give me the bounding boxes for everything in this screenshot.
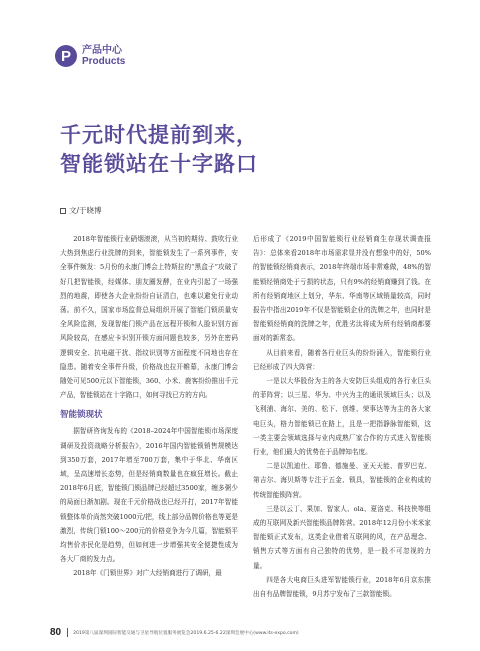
right-column xyxy=(253,232,431,601)
page-footer xyxy=(50,627,299,638)
author-name: 文/于晓博 xyxy=(69,206,102,215)
footer-text: 2019第八届深圳国际智能交通与卫星导航位置服务展览会2019.6.25-6.22深圳会展中心(www.its-expo.com) xyxy=(73,630,299,636)
paragraph: 三是以云丁、果加、智家人、ola、夏洛克、科技侠等组成的互联网及新兴智能锁品牌阵营。2018年12月份小米米家智能锁正式发布，这类企业借着互联网的风，在产品理念、销售方式等方面有自己独特的优势，是一股不可忽视的力量。 xyxy=(253,504,431,570)
article-title xyxy=(60,121,440,179)
paragraph: 据智研咨询发布的《2018–2024年中国智能锁市场深度调研及投资战略分析报告》，2016年国内智能锁销售规模达到350万套，2017年增至700万套，集中于华北、华南区域，呈高速增长态势，但是经销商数量也在疯狂增长。截止2018年6月底，智能锁门锁品牌已经超过3500家，缠多粥少的局面日渐加剧。现在千元价格战也已经开打，2017年智能锁整体单价尚然突破1000元/把，线上部分品牌价格也等更是激烈，传统门锁100～200元的价格竞争为今几篇，智能锁平均售价亦民化是趋势，但如何进一步增强其安全便捷性成为各大厂商的发力点。 xyxy=(60,427,238,564)
title-line-2: 智能锁站在十字路口 xyxy=(60,152,258,176)
section-badge xyxy=(55,45,125,67)
paragraph: 2018年智能锁行业硝烟滚滚，从当初的期待、鼓吹行业大热到焦虑行业洗牌的到来，智能锁发生了一系列事件，安全事件频发：5月份的永康门博会上特斯拉的“黑盒子”攻破了好几把智能锁，经媒体、朋友圈发酵，在业内引起了一场强烈的地震，即使各大企业纷纷自证清白，也难以避免行业动荡。前不久，国家市场监督总局组织开展了智能门锁质量安全风险监测，发现智能门锁产品在远程开锁和人脸识别方面风险较高，在感应卡识别开锁方面问题也较多，另外在密码逻辑安全、抗电磁干扰、指纹识别等方面程度不同地也存在隐患。随着安全事件升级，价格战也拉开帷幕，永康门博会随处可见500元以下智能锁，360、小米、鹿客纷纷推出千元产品，智能锁站在十字路口，如何寻找已方的方向。 xyxy=(60,235,238,400)
paragraph: 从目前来看，随着各行业巨头的纷纷涌入，智能锁行业已经形成了四大阵营： xyxy=(253,348,431,371)
title-line-1: 千元时代提前到来， xyxy=(60,123,258,147)
paragraph: 后形成了《2019中国智能锁行业经销商生存现状调查报告》：总体来看2018年市场需求显并没有想象中的好，50%的智能锁经销商表示，2018年终端市场非常难做，48%的智能锁经销商处于亏损的状态，只有9%的经销商赚到了钱。在所有经销商地区上划分，华东、华南等区域销量较高，同时报告中指出2019年不仅是智能锁企业的洗牌之年，也同时是智能锁经销商的洗牌之年，优胜劣汰将成为所有经销商都要面对的新常态。 xyxy=(253,235,431,343)
section-label xyxy=(82,45,125,67)
left-column xyxy=(60,232,238,581)
paragraph: 一是以大华股份为主的各大安防巨头组成的各行业巨头的菲阵营；以三星、华为、中兴为主的通讯领域巨头；以及飞利浦、海尔、美的、松下、创维、荣事达等为主的各大家电巨头，格力智能锁已在路上，且是一把指静脉智能锁，这一类主要会领域选择与业内成熟厂家合作的方式进入智能锁行业，他们最大的优势在于品牌知名度。 xyxy=(253,377,431,457)
paragraph: 2018年《门锁世界》对广大经销商进行了调研，最 xyxy=(73,569,222,578)
section-heading: 智能锁现状 xyxy=(60,410,103,421)
section-label-en: Products xyxy=(82,56,126,67)
footer-divider xyxy=(67,628,68,637)
page-number: 80 xyxy=(50,627,62,638)
author-line xyxy=(60,205,102,216)
section-label-cn: 产品中心 xyxy=(82,45,122,56)
section-p-icon: P xyxy=(55,45,77,67)
square-icon xyxy=(60,208,66,214)
paragraph: 二是以凯迪仕、耶鲁、德施曼、亚天天能、普罗巴克、第吉尔、海贝斯等专注于五金、锁具，智能锁的企业构成的传统智能锁阵营。 xyxy=(253,462,431,499)
paragraph: 四是各大电商巨头进军智能锁行业，2018年6月京东推出自有品牌智能锁，9月苏宁发布了三款智能锁。 xyxy=(253,575,431,599)
